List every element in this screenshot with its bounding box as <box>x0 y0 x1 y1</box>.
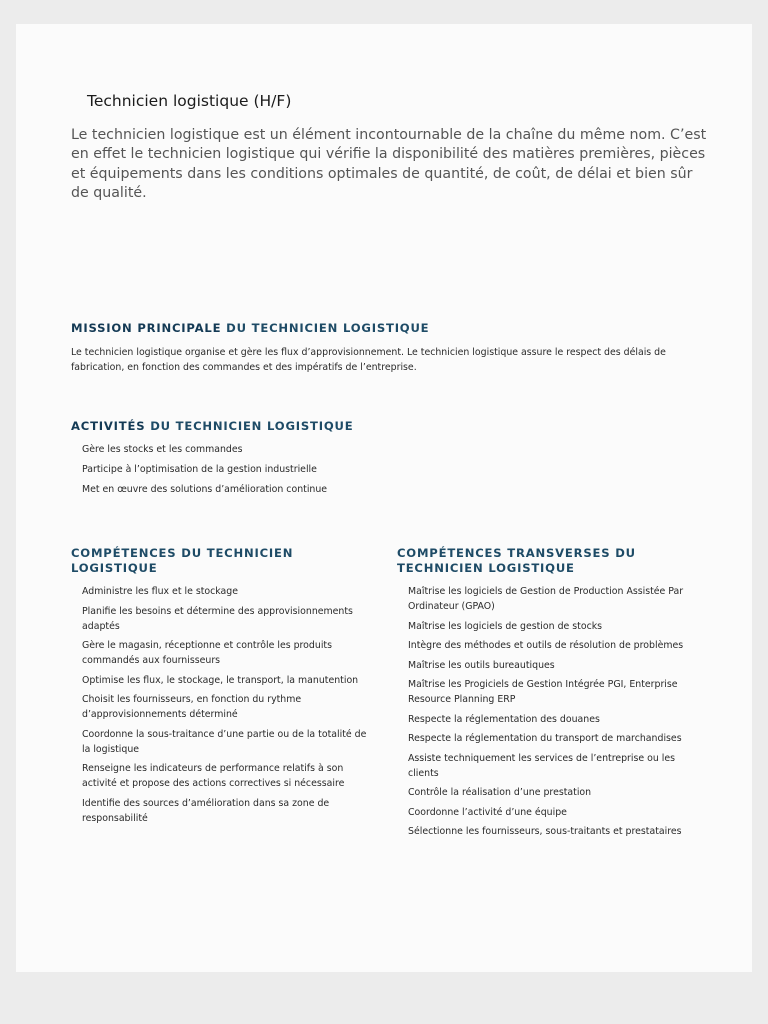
list-item: Choisit les fournisseurs, en fonction du rythme d’approvisionnements déterminé <box>82 694 302 720</box>
activites-heading <box>71 419 353 434</box>
list-item: Administre les flux et le stockage <box>82 586 239 597</box>
list-item: Renseigne les indicateurs de performance relatifs à son activité et propose des actions correctives si nécessaire <box>82 763 345 789</box>
mission-heading-strong: MISSION PRINCIPALE <box>71 321 222 335</box>
list-item: Intègre des méthodes et outils de résolution de problèmes <box>408 640 684 651</box>
activites-list <box>82 442 482 502</box>
list-item: Planifie les besoins et détermine des approvisionnements adaptés <box>82 605 353 632</box>
list-item: Participe à l’optimisation de la gestion industrielle <box>82 464 317 475</box>
list-item: Maîtrise les logiciels de gestion de stocks <box>408 620 603 632</box>
list-item: Coordonne la sous-traitance d’une partie ou de la totalité de la logistique <box>82 728 367 755</box>
list-item: Gère le magasin, réceptionne et contrôle les produits commandés aux fournisseurs <box>82 640 332 666</box>
activites-heading-rest: DU TECHNICIEN LOGISTIQUE <box>145 419 354 433</box>
list-item: Maîtrise les outils bureautiques <box>408 659 555 671</box>
competences-heading: COMPÉTENCES DU TECHNICIEN LOGISTIQUE <box>71 546 294 575</box>
competences-list <box>82 584 377 830</box>
list-item: Contrôle la réalisation d’une prestation <box>408 787 592 798</box>
mission-text: Le technicien logistique organise et gère les flux d’approvisionnement. Le technicien logistique assure le respect des délais de fabrication, en fonction des commandes et des impératifs de l’entreprise. <box>71 347 666 373</box>
list-item: Optimise les flux, le stockage, le transport, la manutention <box>82 674 359 686</box>
intro-paragraph: Le technicien logistique est un élément incontournable de la chaîne du même nom. C’est en effet le technicien logistique qui vérifie la disponibilité des matières premières, pièces et équipements dans les conditions optimales de quantité, de coût, de délai et bien sûr de qualité. <box>71 127 707 202</box>
activites-heading-strong: ACTIVITÉS <box>71 419 146 433</box>
list-item: Sélectionne les fournisseurs, sous-traitants et prestataires <box>408 826 682 837</box>
job-title: Technicien logistique (H/F) <box>87 92 292 110</box>
list-item: Gère les stocks et les commandes <box>82 444 243 455</box>
list-item: Maîtrise les logiciels de Gestion de Production Assistée Par Ordinateur (GPAO) <box>408 586 684 612</box>
list-item: Coordonne l’activité d’une équipe <box>408 806 567 818</box>
list-item: Identifie des sources d’amélioration dans sa zone de responsabilité <box>82 797 330 824</box>
mission-heading <box>71 321 429 336</box>
mission-heading-rest: DU TECHNICIEN LOGISTIQUE <box>221 321 430 335</box>
list-item: Respecte la réglementation du transport de marchandises <box>408 733 682 744</box>
list-item: Assiste techniquement les services de l’entreprise ou les clients <box>408 752 676 779</box>
list-item: Met en œuvre des solutions d’amélioration continue <box>82 484 328 495</box>
transverses-heading: COMPÉTENCES TRANSVERSES DU TECHNICIEN LOGISTIQUE <box>397 546 636 575</box>
list-item: Respecte la réglementation des douanes <box>408 713 600 725</box>
list-item: Maîtrise les Progiciels de Gestion Intégrée PGI, Enterprise Resource Planning ERP <box>408 679 678 705</box>
transverses-list <box>408 584 708 844</box>
